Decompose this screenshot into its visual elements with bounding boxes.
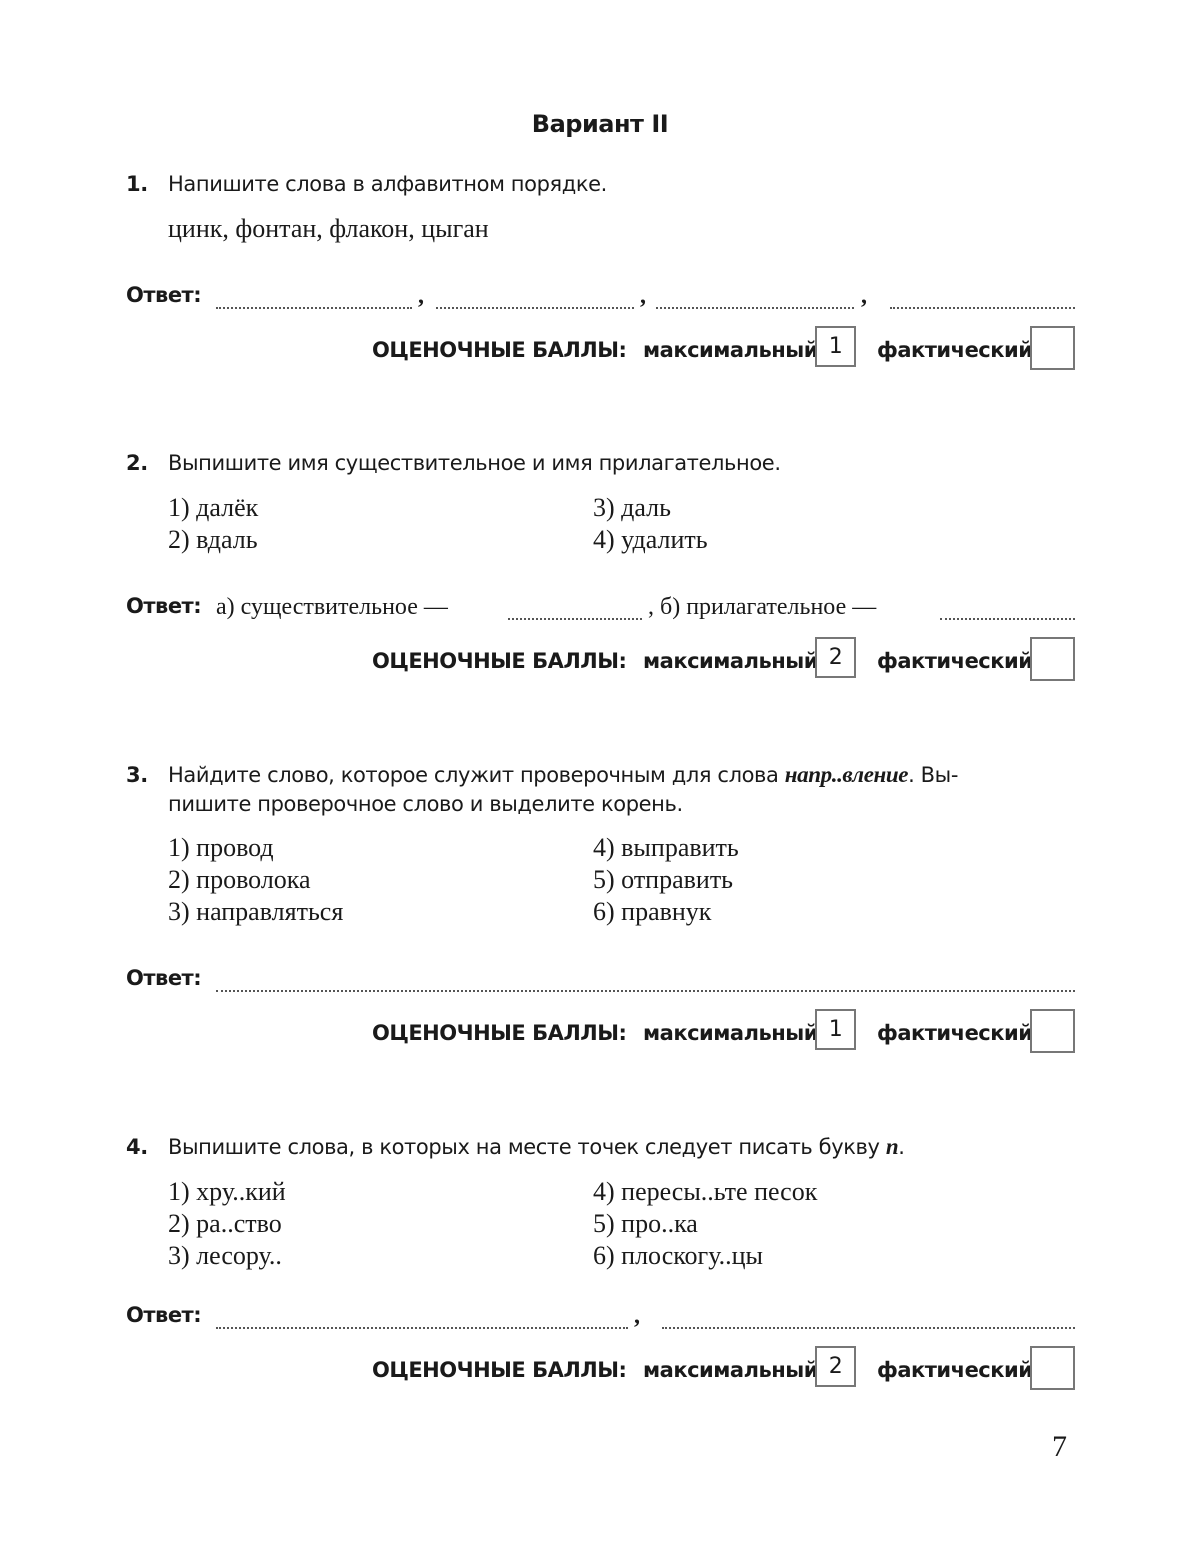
answer-field[interactable] [656,307,854,309]
option: 3) даль [593,493,671,522]
task-1-answer [126,283,1076,315]
option: 3) направляться [168,897,344,926]
option: 6) правнук [593,897,712,926]
answer-label: Ответ: [126,594,202,618]
answer-label: Ответ: [126,283,202,307]
option: 2) проволока [168,865,311,894]
option: 1) далёк [168,493,259,522]
task-1-instruction [126,170,1076,199]
comma: , [634,1303,640,1329]
task-1-words: цинк, фонтан, флакон, цыган [168,214,489,243]
option: 5) про..ка [593,1209,698,1238]
target-letter: п [885,1134,899,1159]
option: 2) вдаль [168,525,258,554]
task-4-answer [126,1303,1076,1335]
answer-field[interactable] [890,307,1075,309]
task-text: Найдите слово, которое служит проверочным для слова [168,763,785,787]
actual-score-label: фактический [877,1358,1033,1382]
max-score-label: максимальный [643,338,818,362]
actual-score-label: фактический [877,338,1033,362]
comma: , [640,283,646,309]
task-text: . Вы- [908,763,959,787]
option: 4) выправить [593,833,739,862]
max-score-label: максимальный [643,1358,818,1382]
max-score-label: максимальный [643,649,818,673]
task-text: . [898,1135,905,1159]
answer-field[interactable] [662,1327,1075,1329]
task-text-line2: пишите проверочное слово и выделите корень. [168,792,683,816]
max-score-box: 1 [815,326,856,367]
option: 6) плоскогу..цы [593,1241,763,1270]
answer-label: Ответ: [126,966,202,990]
answer-label: Ответ: [126,1303,202,1327]
score-label: ОЦЕНОЧНЫЕ БАЛЛЫ: [372,649,627,673]
task-3-score [0,1009,1075,1055]
task-3-answer [126,966,1076,998]
option: 5) отправить [593,865,734,894]
actual-score-label: фактический [877,1021,1033,1045]
task-4-score [0,1346,1075,1392]
comma: , [861,283,867,309]
max-score-label: максимальный [643,1021,818,1045]
answer-b-label: , б) прилагательное — [648,594,877,620]
answer-a-label: а) существительное — [216,594,448,620]
score-label: ОЦЕНОЧНЫЕ БАЛЛЫ: [372,338,627,362]
task-number: 3. [126,763,148,787]
task-1-score [0,326,1075,372]
task-number: 2. [126,451,148,475]
actual-score-box[interactable] [1030,1346,1075,1390]
task-text: Выпишите слова, в которых на месте точек следует писать букву [168,1135,886,1159]
answer-field[interactable] [216,307,412,309]
score-label: ОЦЕНОЧНЫЕ БАЛЛЫ: [372,1021,627,1045]
option: 1) хру..кий [168,1177,286,1206]
option: 4) удалить [593,525,708,554]
task-text: Напишите слова в алфавитном порядке. [168,172,607,196]
answer-field[interactable] [216,1327,628,1329]
task-3-instruction [126,760,1076,819]
answer-field[interactable] [508,618,642,620]
option: 4) пересы..ьте песок [593,1177,818,1206]
actual-score-box[interactable] [1030,637,1075,681]
max-score-box: 2 [815,637,856,678]
target-word: напр..вление [784,762,909,787]
task-text: Выпишите имя существительное и имя прилагательное. [168,451,781,475]
actual-score-box[interactable] [1030,326,1075,370]
answer-field[interactable] [216,990,1075,992]
option: 3) лесору.. [168,1241,282,1270]
max-score-box: 1 [815,1009,856,1050]
actual-score-box[interactable] [1030,1009,1075,1053]
actual-score-label: фактический [877,649,1033,673]
option: 2) ра..ство [168,1209,282,1238]
task-number: 1. [126,172,148,196]
task-2-score [0,637,1075,683]
comma: , [418,283,424,309]
answer-field[interactable] [940,618,1075,620]
answer-field[interactable] [436,307,634,309]
score-label: ОЦЕНОЧНЫЕ БАЛЛЫ: [372,1358,627,1382]
task-2-instruction [126,449,1076,478]
page-number: 7 [1052,1430,1067,1463]
page-title: Вариант II [531,110,669,138]
max-score-box: 2 [815,1346,856,1387]
task-number: 4. [126,1135,148,1159]
option: 1) провод [168,833,274,862]
task-4-instruction [126,1132,1076,1162]
task-2-answer [126,594,1076,626]
